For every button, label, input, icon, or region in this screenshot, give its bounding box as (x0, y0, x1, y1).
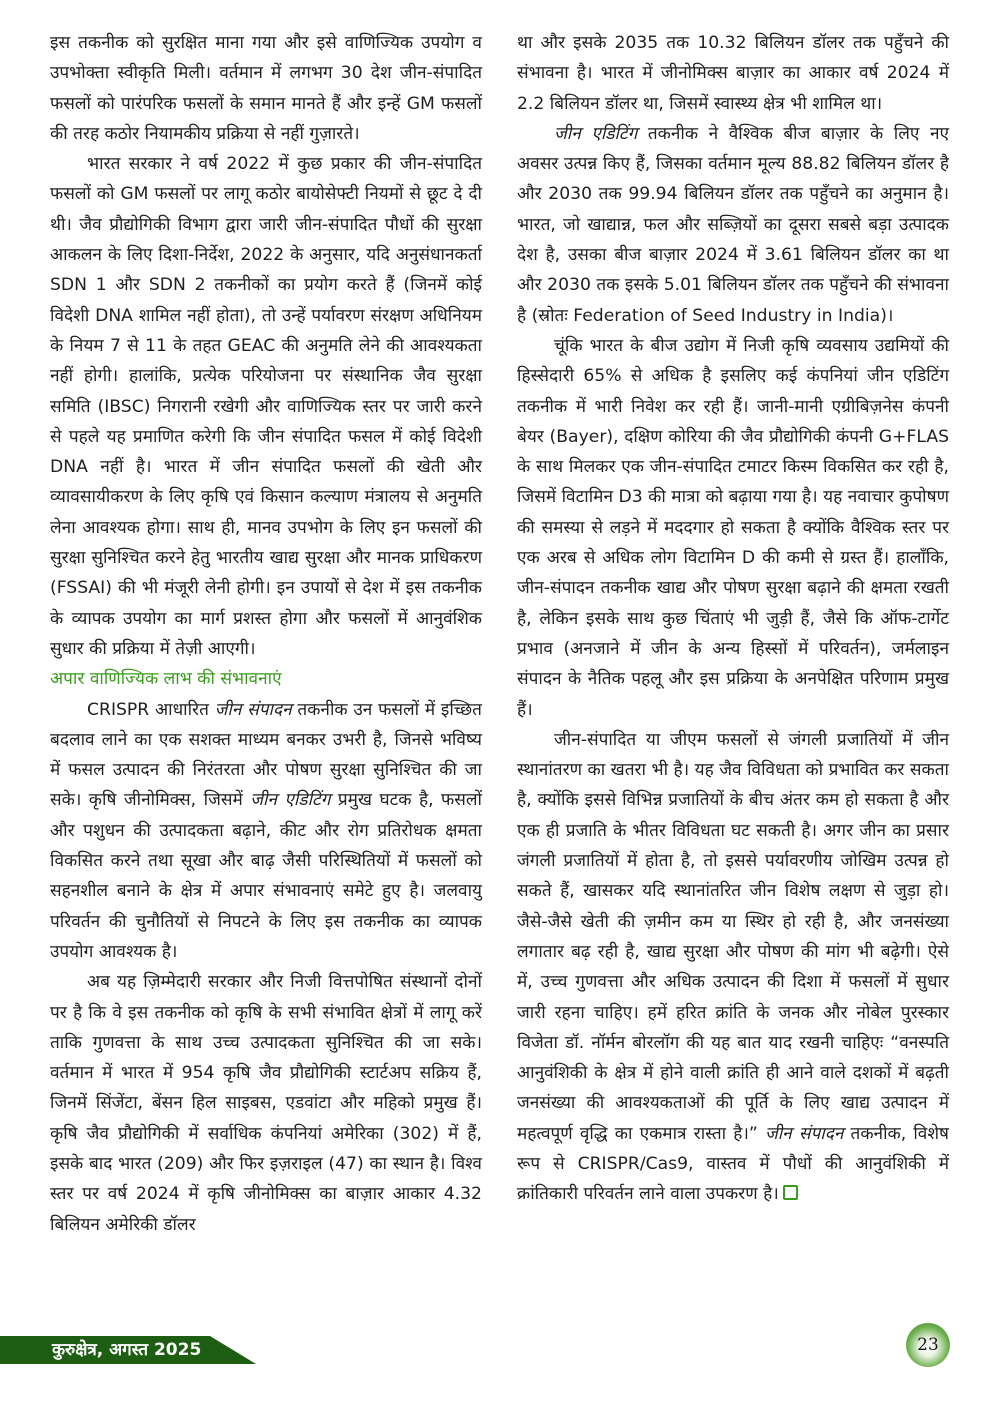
paragraph: अब यह ज़िम्मेदारी सरकार और निजी वित्तपोषित संस्थानों दोनों पर है कि वे इस तकनीक को कृषि के सभी संभावित क्षेत्रों में लागू करें ताकि गुणवत्ता के साथ उच्च उत्पादकता सुनिश्चित की जा सके। वर्तमान में भारत में 954 कृषि जैव प्रौद्योगिकी स्टार्टअप सक्रिय हैं, जिनमें सिंजेंटा, बेंसन हिल साइबस, एडवांटा और महिको प्रमुख हैं। कृषि जैव प्रौद्योगिकी में सर्वाधिक कंपनियां अमेरिका (302) में हैं, इसके बाद भारत (209) और फिर इज़राइल (47) का स्थान है। विश्व स्तर पर वर्ष 2024 में कृषि जीनोमिक्स का बाज़ार आकार 4.32 बिलियन अमेरिकी डॉलर (50, 972, 482, 1235)
text-run: तकनीक उन फसलों में इच्छित बदलाव लाने का एक सशक्त माध्यम बनकर उभरी है, जिनसे भविष्य में फसल उत्पादन की निरंतरता और पोषण सुरक्षा सुनिश्चित की जा सके। कृषि जीनोमिक्स, जिसमें (50, 699, 482, 811)
left-column (50, 28, 482, 1240)
paragraph: इस तकनीक को सुरक्षित माना गया और इसे वाणिज्यिक उपयोग व उपभोक्ता स्वीकृति मिली। वर्तमान में लगभग 30 देश जीन-संपादित फसलों को पारंपरिक फसलों के समान मानते हैं और इन्हें GM फसलों की तरह कठोर नियामकीय प्रक्रिया से नहीं गुज़ारते। (50, 33, 482, 144)
paragraph (50, 695, 482, 968)
paragraph (517, 725, 949, 1210)
paragraph: चूंकि भारत के बीज उद्योग में निजी कृषि व्यवसाय उद्यमियों की हिस्सेदारी 65% से अधिक है इसलिए कई कंपनियां जीन एडिटिंग तकनीक में भारी निवेश कर रही हैं। जानी-मानी एग्रीबिज़नेस कंपनी बेयर (Bayer), दक्षिण कोरिया की जैव प्रौद्योगिकी कंपनी G+FLAS के साथ मिलकर एक जीन-संपादित टमाटर किस्म विकसित कर रही है, जिसमें विटामिन D3 की मात्रा को बढ़ाया गया है। यह नवाचार कुपोषण की समस्या से लड़ने में मददगार हो सकता है क्योंकि वैश्विक स्तर पर एक अरब से अधिक लोग विटामिन D की कमी से ग्रस्त हैं। हालाँकि, जीन-संपादन तकनीक खाद्य और पोषण सुरक्षा बढ़ाने की क्षमता रखती है, लेकिन इसके साथ कुछ चिंताएं भी जुड़ी हैं, जैसे कि ऑफ-टार्गेट प्रभाव (अनजाने में जीन के अन्य हिस्सों में परिवर्तन), जर्मलाइन संपादन के नैतिक पहलू और इस प्रक्रिया के अनपेक्षित परिणाम प्रमुख हैं। (517, 335, 949, 720)
text-run: तकनीक, विशेष रूप से CRISPR/Cas9, वास्तव में पौधों की आनुवंशिकी में क्रांतिकारी परिवर्तन लाने वाला उपकरण है। (517, 1123, 949, 1205)
page-number-badge (906, 1323, 950, 1367)
magazine-issue-label: कुरुक्षेत्र, अगस्त 2025 (52, 1340, 202, 1360)
article-end-square-icon (783, 1185, 798, 1200)
italic-term: जीन संपादन (764, 1123, 844, 1144)
italic-term: जीन एडिटिंग (554, 123, 638, 144)
section-heading: अपार वाणिज्यिक लाभ की संभावनाएं (50, 669, 282, 690)
text-run: CRISPR आधारित (87, 699, 215, 720)
paragraph (517, 119, 949, 331)
text-run: जीन-संपादित या जीएम फसलों से जंगली प्रजातियों में जीन स्थानांतरण का खतरा भी है। यह जैव विविधता को प्रभावित कर सकता है, क्योंकि इससे विभिन्न प्रजातियों के बीच अंतर कम हो सकता है और एक ही प्रजाति के भीतर विविधता घट सकती है। अगर जीन का प्रसार जंगली प्रजातियों में होता है, तो इससे पर्यावरणीय जोखिम उत्पन्न हो सकते हैं, खासकर यदि स्थानांतरित जीन विशेष लक्षण से जुड़ा हो। जैसे-जैसे खेती की ज़मीन कम या स्थिर हो रही है, और जनसंख्या लगातार बढ़ रही है, खाद्य सुरक्षा और पोषण की मांग भी बढ़ेगी। ऐसे में, उच्च गुणवत्ता और अधिक उत्पादन की दिशा में फसलों में सुधार जारी रहना चाहिए। हमें हरित क्रांति के जनक और नोबेल पुरस्कार विजेता डॉ. नॉर्मन बोरलॉग की यह बात याद रखनी चाहिएः “वनस्पति आनुवंशिकी के क्षेत्र में होने वाली क्रांति ही आने वाले दशकों में बढ़ती जनसंख्या की आवश्यकताओं की पूर्ति के लिए खाद्य उत्पादन में महत्वपूर्ण वृद्धि का एकमात्र रास्ता है।” (517, 729, 950, 1144)
page-number: 23 (917, 1335, 939, 1355)
right-column (517, 28, 949, 1210)
paragraph: था और इसके 2035 तक 10.32 बिलियन डॉलर तक पहुँचने की संभावना है। भारत में जीनोमिक्स बाज़ार का आकार वर्ष 2024 में 2.2 बिलियन डॉलर था, जिसमें स्वास्थ्य क्षेत्र भी शामिल था। (517, 33, 949, 114)
text-run: तकनीक ने वैश्विक बीज बाज़ार के लिए नए अवसर उत्पन्न किए हैं, जिसका वर्तमान मूल्य 88.82 बिलियन डॉलर है और 2030 तक 99.94 बिलियन डॉलर तक पहुँचने का अनुमान है। भारत, जो खाद्यान्न, फल और सब्ज़ियों का दूसरा सबसे बड़ा उत्पादक देश है, उसका बीज बाज़ार 2024 में 3.61 बिलियन डॉलर का था और 2030 तक इसके 5.01 बिलियन डॉलर तक पहुँचने की संभावना है (स्रोतः Federation of Seed Industry in India)। (517, 123, 949, 326)
text-run: प्रमुख घटक है, फसलों और पशुधन की उत्पादकता बढ़ाने, कीट और रोग प्रतिरोधक क्षमता विकसित करने तथा सूखा और बाढ़ जैसी परिस्थितियों में फसलों को सहनशील बनाने के क्षेत्र में अपार संभावनाएं समेटे हुए है। जलवायु परिवर्तन की चुनौतियों से निपटने के लिए इस तकनीक का व्यापक उपयोग आवश्यक है। (50, 790, 482, 962)
italic-term: जीन संपादन (214, 699, 292, 720)
italic-term: जीन एडिटिंग (250, 790, 331, 811)
paragraph: भारत सरकार ने वर्ष 2022 में कुछ प्रकार की जीन-संपादित फसलों को GM फसलों पर लागू कठोर बायोसेफ्टी नियमों से छूट दे दी थी। जैव प्रौद्योगिकी विभाग द्वारा जारी जीन-संपादित पौधों की सुरक्षा आकलन के लिए दिशा-निर्देश, 2022 के अनुसार, यदि अनुसंधानकर्ता SDN 1 और SDN 2 तकनीकों का प्रयोग करते हैं (जिनमें कोई विदेशी DNA शामिल नहीं होता), तो उन्हें पर्यावरण संरक्षण अधिनियम के नियम 7 से 11 के तहत GEAC की अनुमति लेने की आवश्यकता नहीं होगी। हालांकि, प्रत्येक परियोजना पर संस्थानिक जैव सुरक्षा समिति (IBSC) निगरानी रखेगी और वाणिज्यिक स्तर पर जारी करने से पहले यह प्रमाणित करेगी कि जीन संपादित फसल में कोई विदेशी DNA नहीं है। भारत में जीन संपादित फसलों की खेती और व्यावसायीकरण के लिए कृषि एवं किसान कल्याण मंत्रालय से अनुमति लेना आवश्यक होगा। साथ ही, मानव उपभोग के लिए इन फसलों की सुरक्षा सुनिश्चित करने हेतु भारतीय खाद्य सुरक्षा और मानक प्राधिकरण (FSSAI) की भी मंजूरी लेनी होगी। इन उपायों से देश में इस तकनीक के व्यापक उपयोग का मार्ग प्रशस्त होगा और फसलों में आनुवंशिक सुधार की प्रक्रिया में तेज़ी आएगी। (50, 154, 482, 659)
